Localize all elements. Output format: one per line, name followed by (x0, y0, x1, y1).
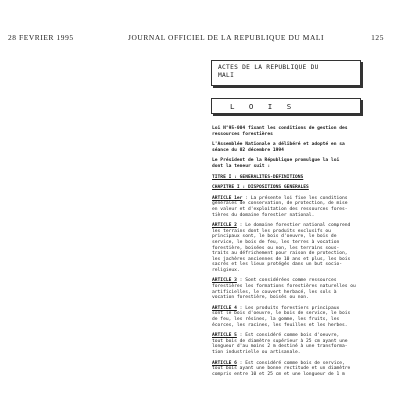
article-label: ARTICLE 6 (212, 360, 237, 366)
actes-line-2: MALI (218, 72, 235, 79)
article-line: sacrés et les lieux protégés dans un but socio- (212, 262, 342, 268)
article-line: tières du domaine forestier national. (212, 212, 315, 218)
lois-label: L O I S (230, 102, 297, 111)
article-first-text: : Les produits forestiers principaux (236, 305, 340, 311)
president-line-1: Le Président de la République promulgue la loi (212, 158, 340, 164)
article-line: de feu, les résines, la gomme, les fruits, les (212, 317, 340, 323)
article-line: tout bois ayant une bonne rectitude et un diamètre (212, 366, 351, 372)
article-block (212, 196, 370, 218)
article-first-line (212, 223, 370, 229)
article-line: les jachères anciennes de 10 ans et plus, les bois (212, 256, 351, 262)
article-label: ARTICLE 4 (212, 305, 237, 311)
article-block (212, 278, 370, 300)
article-line: générales de conservation, de protection, de mise (212, 201, 348, 207)
article-line: religieux. (212, 267, 240, 273)
article-first-text: : Sont considérées comme ressources (236, 278, 337, 284)
article-label: ARTICLE 3 (212, 278, 237, 284)
article-block (212, 361, 370, 378)
article-block (212, 223, 370, 273)
article-line: artificielles, le couvert herbacé, les sols à (212, 289, 337, 295)
article-first-text: : Est considéré comme bois d'oeuvre, (236, 333, 340, 339)
article-block (212, 333, 370, 355)
lois-section-box (211, 98, 361, 114)
president-line-2: dont la teneur suit : (212, 163, 271, 169)
article-line: tout bois de diamètre supérieur à 25 cm ayant une (212, 338, 348, 344)
titre-heading: TITRE I : GENERALITES-DEFINITIONS (212, 174, 304, 180)
article-line: service, le bois de feu, les terres à vocation (212, 239, 340, 245)
loi-title-line-1: Loi N°95-004 fixant les conditions de gestion des (212, 126, 348, 131)
actes-line-1: ACTES DE LA REPUBLIQUE DU (218, 64, 319, 71)
assemblee-line-2: séance du 02 décembre 1994 (212, 147, 284, 153)
article-first-text: : Le domaine forestier national comprend (236, 223, 351, 229)
article-line: principaux sont, le bois d'oeuvre, le bois de (212, 234, 337, 240)
actes-section-box (211, 60, 361, 86)
article-line: compris entre 10 et 25 cm et une longueur de 1 m (212, 371, 345, 377)
article-line: tion industrielle ou artisanale. (212, 350, 301, 355)
article-label: ARTICLE 1er (212, 195, 243, 201)
chapitre-heading: CHAPITRE I : DISPOSITIONS GENERALES (212, 185, 309, 191)
article-first-text: : La présente loi fixe les conditions (242, 195, 348, 201)
article-first-text: : Est considéré comme bois de service, (236, 360, 345, 366)
article-line: écorces, les racines, les feuilles et les herbes. (212, 322, 348, 328)
article-line: forestières les formations forestières naturelles ou (212, 284, 356, 290)
header-journal-title: JOURNAL OFFICIEL DE LA REPUBLIQUE DU MALI (128, 33, 325, 42)
article-line: longueur d'au moins 2 m destiné à une transforma- (212, 344, 348, 350)
article-label: ARTICLE 5 (212, 333, 237, 339)
article-line: vocation forestière, boisés ou non. (212, 295, 309, 301)
article-line: les terrains dont les produits exclusifs ou (212, 228, 331, 234)
article-line: sont le bois d'oeuvre, le bois de service, le bois (212, 311, 351, 317)
assemblee-line-1: L'Assemblée Nationale a délibéré et adopté en sa (212, 142, 345, 148)
header-page-number: 125 (371, 33, 384, 42)
article-line: forestière, boisées ou non, les terrains sous- (212, 245, 340, 251)
law-text-column (212, 126, 370, 377)
article-line: traits au défrichement pour raison de protection, (212, 251, 348, 257)
header-date: 28 FEVRIER 1995 (8, 33, 74, 42)
article-block (212, 306, 370, 328)
loi-title-line-2: ressources forestières (212, 131, 273, 137)
article-label: ARTICLE 2 (212, 223, 237, 229)
article-line: en valeur et d'exploitation des ressources fores- (212, 206, 348, 212)
